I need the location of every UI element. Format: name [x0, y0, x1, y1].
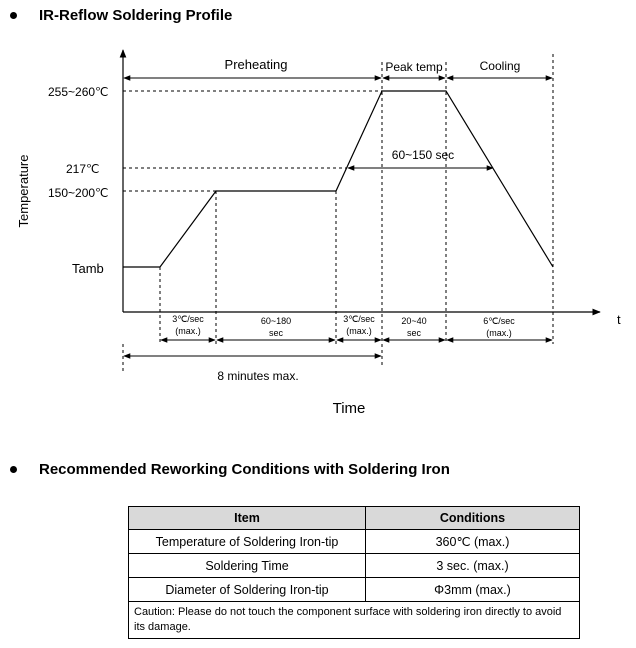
temperature-curve	[123, 91, 553, 267]
cell-condition: Φ3mm (max.)	[366, 578, 580, 602]
interval-4-line1: 20~40	[401, 316, 427, 326]
span-label-liquidus: 60~150 sec	[391, 148, 455, 162]
y-label-soak: 150~200℃	[48, 186, 109, 200]
table-row	[129, 530, 580, 554]
table-header-row	[129, 507, 580, 530]
phase-label-preheating: Preheating	[224, 57, 288, 72]
table-row	[129, 554, 580, 578]
interval-4-line2: sec	[406, 328, 422, 338]
interval-1-line2: (max.)	[175, 326, 201, 336]
x-axis-end-label: t	[617, 312, 621, 327]
table-row	[129, 578, 580, 602]
y-axis-title: Temperature	[16, 154, 31, 228]
cell-item: Soldering Time	[129, 554, 366, 578]
rework-title: Recommended Reworking Conditions with Soldering Iron	[39, 461, 450, 478]
interval-5-line1: 6℃/sec	[483, 316, 515, 326]
y-label-peak: 255~260℃	[48, 85, 109, 99]
x-axis-title: Time	[332, 400, 366, 417]
interval-2-line1: 60~180	[260, 316, 292, 326]
rework-conditions-table	[128, 506, 580, 639]
interval-1-line1: 3℃/sec	[172, 314, 204, 324]
y-label-217: 217℃	[66, 162, 100, 176]
y-label-tamb: Tamb	[72, 261, 104, 276]
reflow-title: IR-Reflow Soldering Profile	[39, 7, 233, 24]
interval-3-line2: (max.)	[346, 326, 372, 336]
interval-2-line2: sec	[268, 328, 284, 338]
phase-label-cooling: Cooling	[479, 59, 521, 73]
phase-label-peak: Peak temp	[385, 60, 443, 74]
cell-item: Temperature of Soldering Iron-tip	[129, 530, 366, 554]
section-title-rework	[10, 461, 450, 478]
header-item: Item	[129, 507, 366, 530]
interval-3-line1: 3℃/sec	[343, 314, 375, 324]
caution-note: Caution: Please do not touch the component surface with soldering iron directly to avoid its damage.	[129, 602, 580, 639]
bullet-icon	[10, 466, 17, 473]
total-label: 8 minutes max.	[217, 369, 299, 383]
cell-condition: 360℃ (max.)	[366, 530, 580, 554]
header-conditions: Conditions	[366, 507, 580, 530]
interval-5-line2: (max.)	[486, 328, 512, 338]
cell-condition: 3 sec. (max.)	[366, 554, 580, 578]
table-note-row	[129, 602, 580, 639]
cell-item: Diameter of Soldering Iron-tip	[129, 578, 366, 602]
